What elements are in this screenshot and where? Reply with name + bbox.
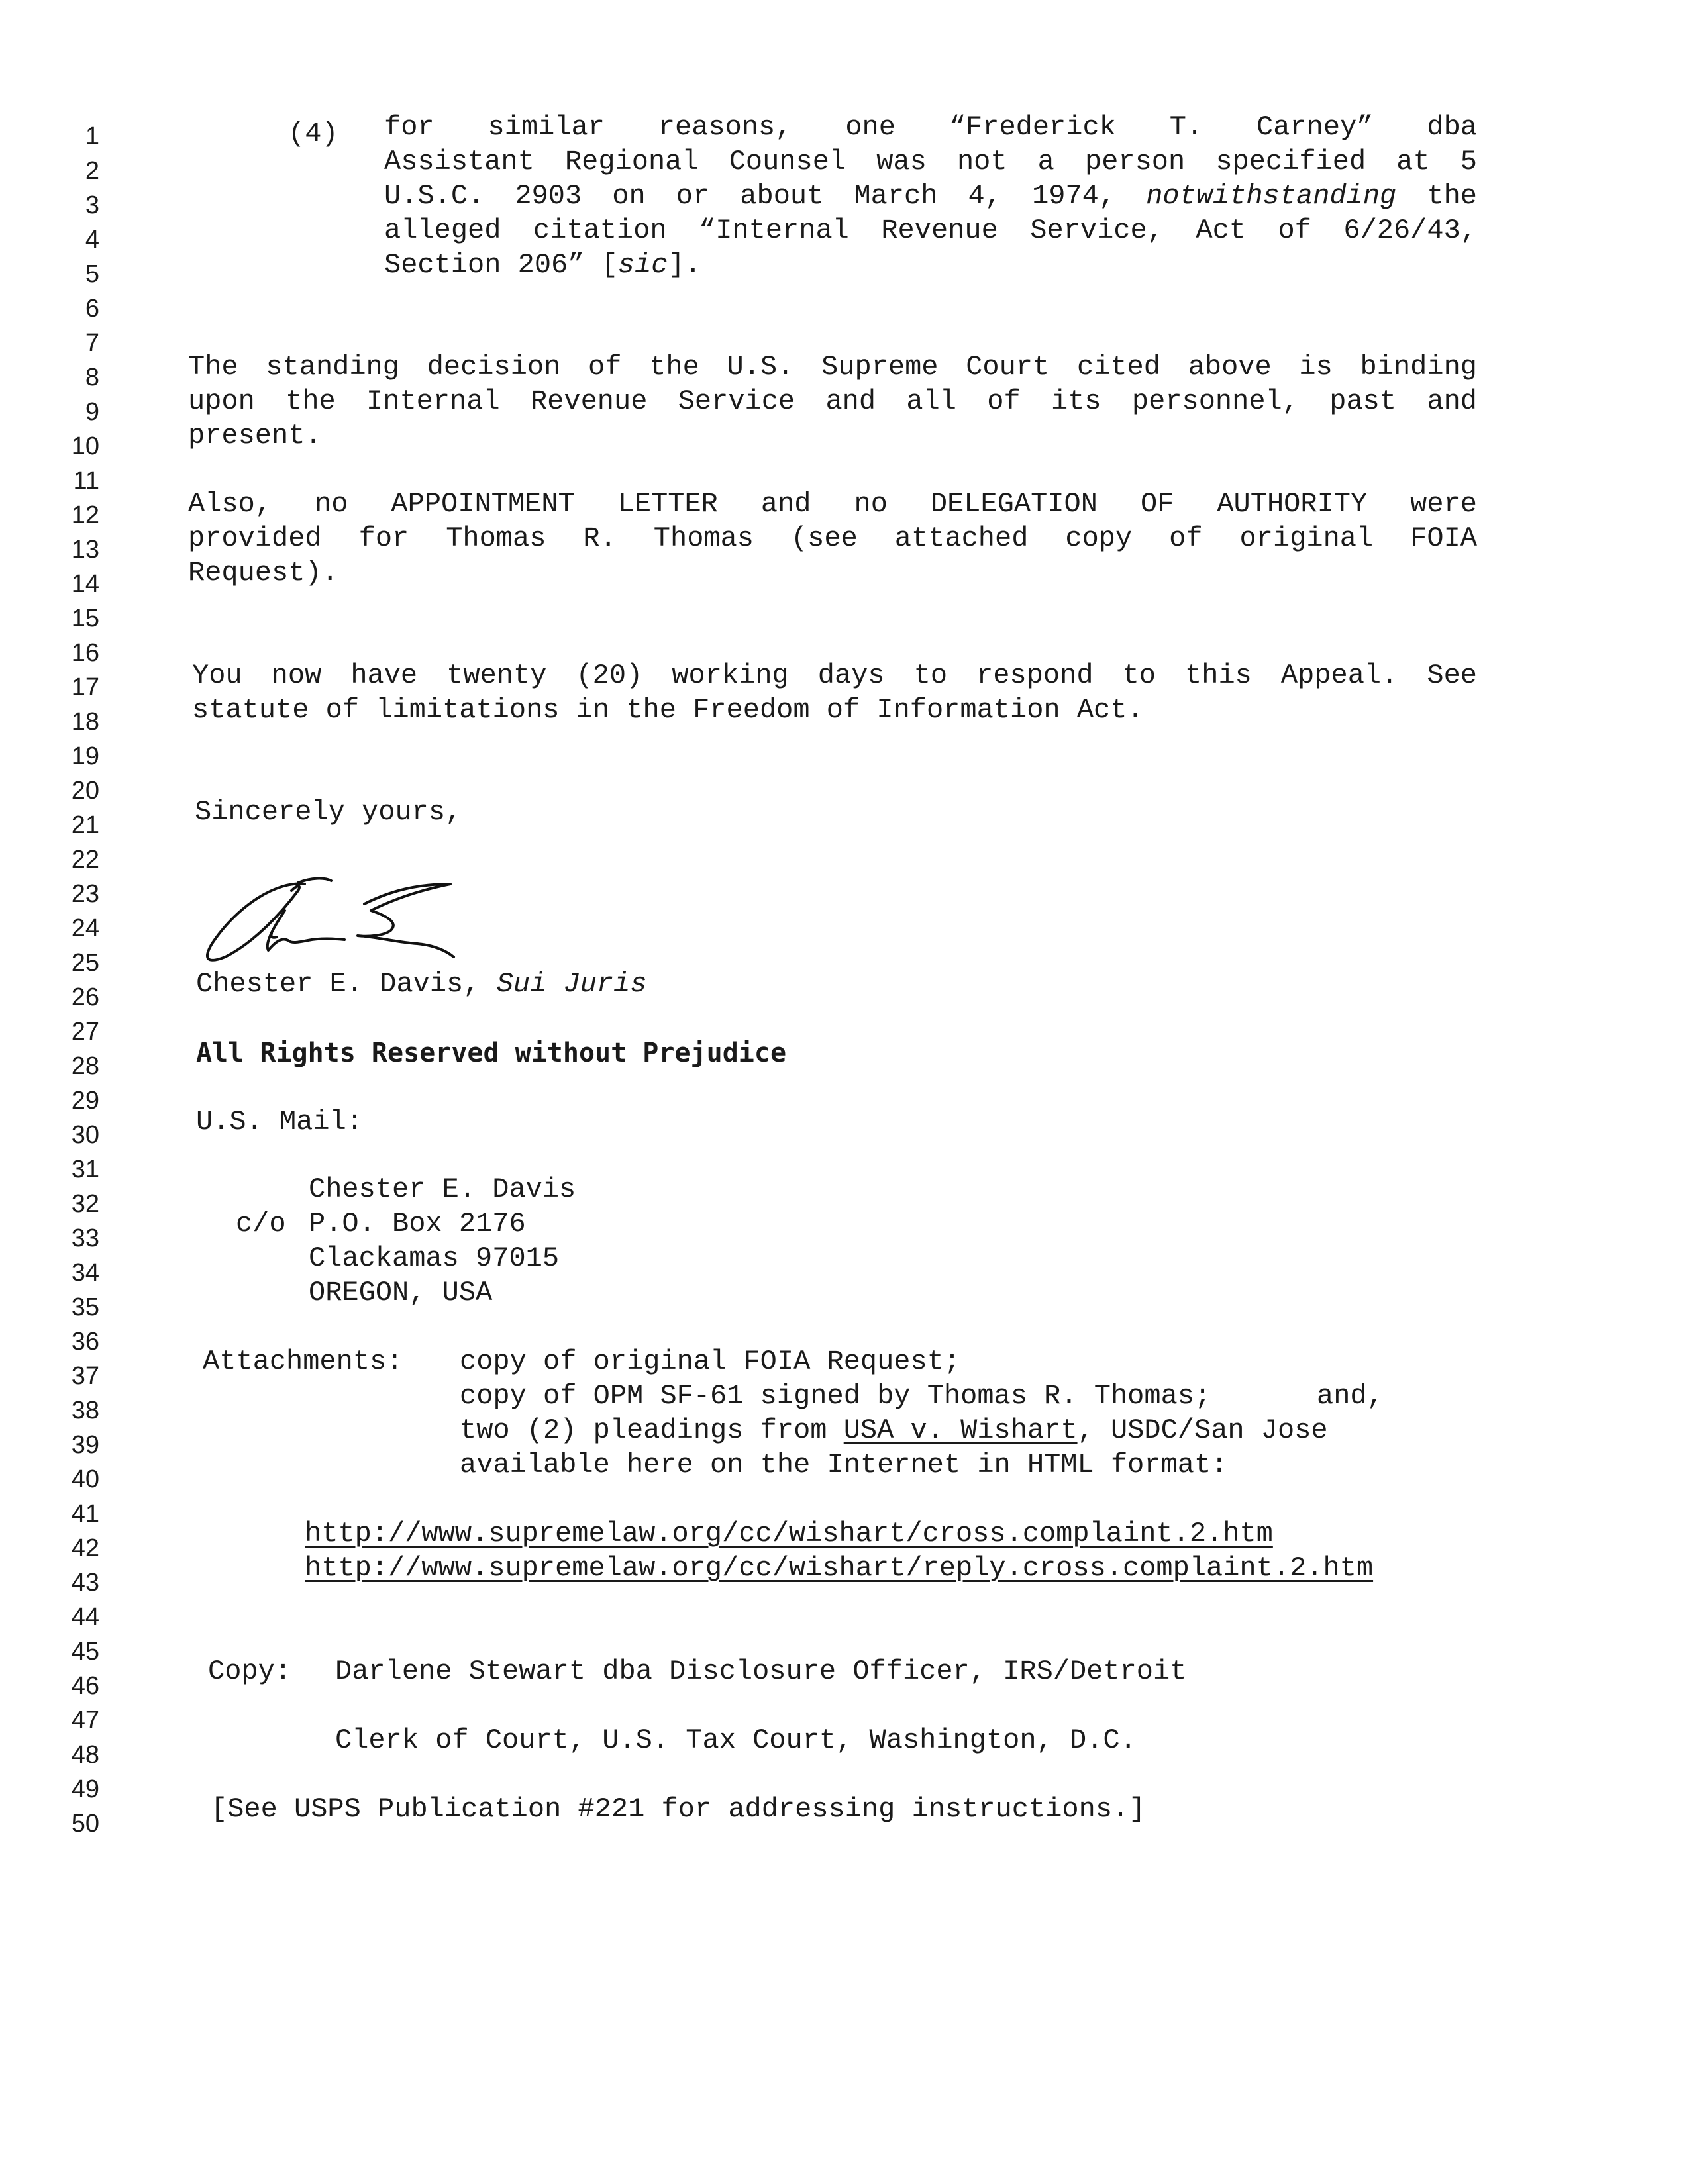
- line-number: 10: [71, 432, 99, 460]
- line-number: 8: [85, 364, 99, 391]
- attachment-item-2-and: and,: [1317, 1380, 1384, 1412]
- line-number: 4: [85, 226, 99, 254]
- standing-para-line-3: present.: [188, 420, 322, 452]
- item4-line-1: for similar reasons, one “Frederick T. Carney” dba: [384, 111, 1477, 143]
- line-number: 34: [71, 1259, 99, 1287]
- also-para-line-2: provided for Thomas R. Thomas (see attached copy of original FOIA: [188, 522, 1477, 554]
- line-number: 28: [71, 1052, 99, 1080]
- line-number: 5: [85, 260, 99, 288]
- line-number: 47: [71, 1707, 99, 1734]
- line-number: 25: [71, 949, 99, 977]
- line-number: 18: [71, 708, 99, 736]
- attachment-item-3: two (2) pleadings from USA v. Wishart, USDC/San Jose: [460, 1415, 1328, 1446]
- line-number: 30: [71, 1121, 99, 1149]
- also-para-line-3: Request).: [188, 557, 338, 589]
- line-number: 50: [71, 1810, 99, 1838]
- line-number: 9: [85, 398, 99, 426]
- line-number: 48: [71, 1741, 99, 1769]
- line-number: 27: [71, 1018, 99, 1046]
- line-number: 11: [73, 467, 99, 495]
- line-number: 36: [71, 1328, 99, 1356]
- link-reply-cross-complaint[interactable]: http://www.supremelaw.org/cc/wishart/reply.cross.complaint.2.htm: [305, 1552, 1374, 1584]
- mail-state: OREGON, USA: [309, 1277, 493, 1309]
- line-number: 23: [71, 880, 99, 908]
- copy-recipient-2: Clerk of Court, U.S. Tax Court, Washington, D.C.: [335, 1724, 1137, 1756]
- deadline-para-line-1: You now have twenty (20) working days to respond to this Appeal. See: [192, 660, 1477, 691]
- line-number: 7: [85, 329, 99, 357]
- attachment-item-4: available here on the Internet in HTML format:: [460, 1449, 1228, 1481]
- line-number: 38: [71, 1397, 99, 1424]
- line-number: 21: [71, 811, 99, 839]
- attachments-label: Attachments:: [203, 1346, 403, 1377]
- line-number: 37: [71, 1362, 99, 1390]
- line-number: 13: [71, 536, 99, 564]
- line-number: 20: [71, 777, 99, 805]
- line-number: 49: [71, 1775, 99, 1803]
- line-number: 17: [71, 673, 99, 701]
- line-number: 41: [71, 1500, 99, 1528]
- line-number: 39: [71, 1431, 99, 1459]
- line-number: 42: [71, 1534, 99, 1562]
- line-number: 15: [71, 605, 99, 632]
- line-number: 32: [71, 1190, 99, 1218]
- also-para-line-1: Also, no APPOINTMENT LETTER and no DELEGATION OF AUTHORITY were: [188, 488, 1477, 520]
- item4-line-2: Assistant Regional Counsel was not a person specified at 5: [384, 146, 1477, 177]
- copy-label: Copy:: [208, 1656, 292, 1687]
- item4-line-5: Section 206” [sic].: [384, 249, 701, 281]
- attachment-item-1: copy of original FOIA Request;: [460, 1346, 961, 1377]
- line-number: 14: [71, 570, 99, 598]
- line-number: 24: [71, 915, 99, 942]
- line-number: 46: [71, 1672, 99, 1700]
- mail-po-box: P.O. Box 2176: [309, 1208, 526, 1240]
- rights-reserved: All Rights Reserved without Prejudice: [196, 1038, 787, 1068]
- mail-care-of: c/o: [236, 1208, 286, 1240]
- line-number: 3: [85, 191, 99, 219]
- line-number: 33: [71, 1224, 99, 1252]
- line-number: 12: [71, 501, 99, 529]
- case-name: USA v. Wishart: [843, 1415, 1078, 1446]
- line-number: 44: [71, 1603, 99, 1631]
- footer-note: [See USPS Publication #221 for addressing instructions.]: [211, 1793, 1146, 1825]
- link-cross-complaint[interactable]: http://www.supremelaw.org/cc/wishart/cross.complaint.2.htm: [305, 1518, 1273, 1550]
- line-number: 26: [71, 983, 99, 1011]
- handwritten-signature: [199, 864, 543, 977]
- closing: Sincerely yours,: [195, 796, 462, 828]
- deadline-para-line-2: statute of limitations in the Freedom of Information Act.: [192, 694, 1144, 726]
- item-number: (4): [288, 118, 338, 150]
- line-number: 2: [85, 157, 99, 185]
- standing-para-line-2: upon the Internal Revenue Service and all of its personnel, past and: [188, 385, 1477, 417]
- line-number: 45: [71, 1638, 99, 1665]
- line-number: 29: [71, 1087, 99, 1115]
- mail-city: Clackamas 97015: [309, 1242, 560, 1274]
- line-number: 19: [71, 742, 99, 770]
- mail-name: Chester E. Davis: [309, 1173, 576, 1205]
- line-number: 22: [71, 846, 99, 873]
- mail-label: U.S. Mail:: [196, 1106, 364, 1138]
- item4-line-4: alleged citation “Internal Revenue Service, Act of 6/26/43,: [384, 215, 1477, 246]
- item4-line-3: U.S.C. 2903 on or about March 4, 1974, notwithstanding the: [384, 180, 1477, 212]
- standing-para-line-1: The standing decision of the U.S. Supreme Court cited above is binding: [188, 351, 1477, 383]
- line-number: 35: [71, 1293, 99, 1321]
- signer-name: Chester E. Davis, Sui Juris: [196, 968, 647, 1000]
- line-number: 16: [71, 639, 99, 667]
- attachment-item-2: copy of OPM SF-61 signed by Thomas R. Thomas;: [460, 1380, 1211, 1412]
- line-number: 40: [71, 1465, 99, 1493]
- line-number: 43: [71, 1569, 99, 1597]
- copy-recipient-1: Darlene Stewart dba Disclosure Officer, IRS/Detroit: [335, 1656, 1187, 1687]
- line-number: 31: [71, 1156, 99, 1183]
- line-number: 6: [85, 295, 99, 323]
- line-number: 1: [85, 123, 99, 150]
